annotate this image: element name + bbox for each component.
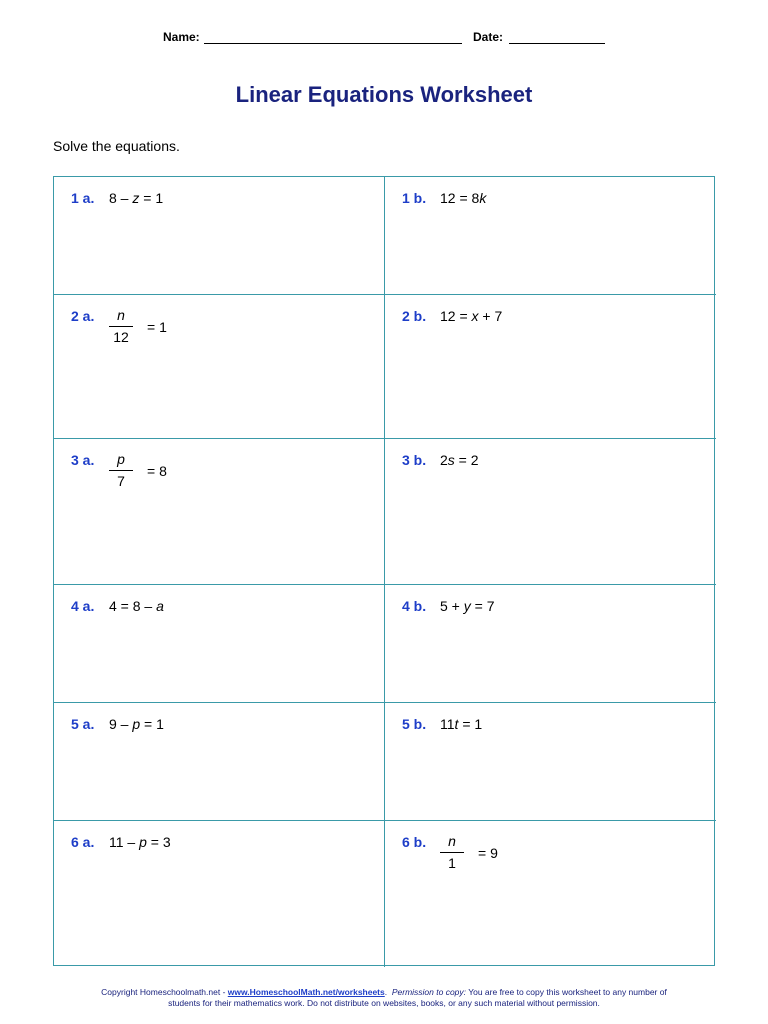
problem-number: 6 a. xyxy=(71,834,95,850)
equation-left: 2 xyxy=(440,452,448,468)
fraction-bar xyxy=(109,326,133,327)
problem-cell xyxy=(54,177,385,295)
fraction-numerator: p xyxy=(117,451,125,467)
problem-number: 1 b. xyxy=(402,190,427,206)
problem-cell xyxy=(54,703,385,821)
equation-right: = 3 xyxy=(146,834,171,850)
equation-left: 9 – xyxy=(109,716,133,732)
equation-right: = 2 xyxy=(454,452,479,468)
problem-number: 6 b. xyxy=(402,834,427,850)
problem-cell xyxy=(385,821,716,967)
equation-variable: x xyxy=(471,308,479,324)
problem-cell xyxy=(385,177,716,295)
problem-cell xyxy=(385,703,716,821)
equation xyxy=(109,834,171,850)
equation-variable: k xyxy=(479,190,487,206)
problem-cell xyxy=(54,821,385,967)
fraction-bar xyxy=(440,852,464,853)
footer-copyright: Copyright Homeschoolmath.net - xyxy=(101,987,228,997)
equation xyxy=(109,716,164,732)
equation-variable: y xyxy=(463,598,471,614)
equation-right: = 1 xyxy=(139,190,164,206)
problem-cell xyxy=(385,439,716,585)
equation-variable: p xyxy=(139,834,147,850)
equation-variable: p xyxy=(132,716,141,732)
equation-left: 4 = 8 – xyxy=(109,598,157,614)
name-line xyxy=(204,43,462,44)
equation-right: = 1 xyxy=(140,716,164,732)
equation-variable: z xyxy=(132,190,140,206)
problem-number: 1 a. xyxy=(71,190,95,206)
fraction xyxy=(440,833,464,872)
problem-cell xyxy=(54,585,385,703)
footer-permission-label: Permission to copy: xyxy=(391,987,467,997)
header xyxy=(0,30,768,46)
equation-left: 5 + xyxy=(440,598,464,614)
equation xyxy=(440,598,495,614)
fraction-denominator: 12 xyxy=(113,329,129,345)
fraction-bar xyxy=(109,470,133,471)
equation-rest: = 8 xyxy=(147,463,167,479)
equation xyxy=(440,452,479,468)
fraction-denominator: 7 xyxy=(117,473,125,489)
equation-variable: t xyxy=(454,716,459,732)
equation-rest: = 9 xyxy=(478,845,498,861)
problem-cell xyxy=(385,295,716,439)
problem-number: 3 b. xyxy=(402,452,427,468)
equation-rest: = 1 xyxy=(147,319,167,335)
problem-cell xyxy=(385,585,716,703)
equation-right: = 1 xyxy=(458,716,483,732)
page-title: Linear Equations Worksheet xyxy=(235,82,533,107)
problem-number: 4 b. xyxy=(402,598,427,614)
equation xyxy=(109,598,164,614)
problem-number: 3 a. xyxy=(71,452,95,468)
equation xyxy=(109,190,163,206)
problem-cell xyxy=(54,295,385,439)
fraction xyxy=(109,307,133,346)
problem-number: 4 a. xyxy=(71,598,95,614)
fraction-numerator: n xyxy=(448,833,456,849)
footer: Copyright Homeschoolmath.net - www.HomeschoolMath.net/worksheets. Permission to copy: You are free to copy this worksheet to any number of students for their mathematics work. Do not distribute on websites, books, or any such material without permission. xyxy=(101,987,667,1008)
problem-number: 2 a. xyxy=(71,308,95,324)
fraction-numerator: n xyxy=(117,307,125,323)
problem-number: 2 b. xyxy=(402,308,427,324)
equation-left: 11 – xyxy=(109,834,140,850)
fraction xyxy=(109,451,133,490)
date-label: Date: xyxy=(473,30,504,44)
date-line xyxy=(509,43,605,44)
fraction-denominator: 1 xyxy=(448,855,456,871)
equation-right: + 7 xyxy=(478,308,503,324)
equation-left: 12 = 8 xyxy=(440,190,480,206)
equation xyxy=(440,716,482,732)
equation xyxy=(440,190,486,206)
equation-right: = 7 xyxy=(470,598,495,614)
problem-number: 5 a. xyxy=(71,716,95,732)
problem-grid xyxy=(53,176,715,966)
equation-left: 11 xyxy=(440,716,455,732)
name-label: Name: xyxy=(163,30,200,44)
equation-variable: a xyxy=(156,598,164,614)
equation-left: 12 = xyxy=(440,308,472,324)
problem-cell xyxy=(54,439,385,585)
equation-variable: s xyxy=(447,452,455,468)
instructions: Solve the equations. xyxy=(53,138,180,154)
equation xyxy=(440,308,502,324)
equation-left: 8 – xyxy=(109,190,133,206)
footer-link[interactable]: www.HomeschoolMath.net/worksheets xyxy=(227,987,385,997)
problem-number: 5 b. xyxy=(402,716,427,732)
footer-text: You are free to copy this worksheet to any number of students for their mathematics work. Do not distribute on websites, books, or any such material without permission. xyxy=(168,987,667,1008)
